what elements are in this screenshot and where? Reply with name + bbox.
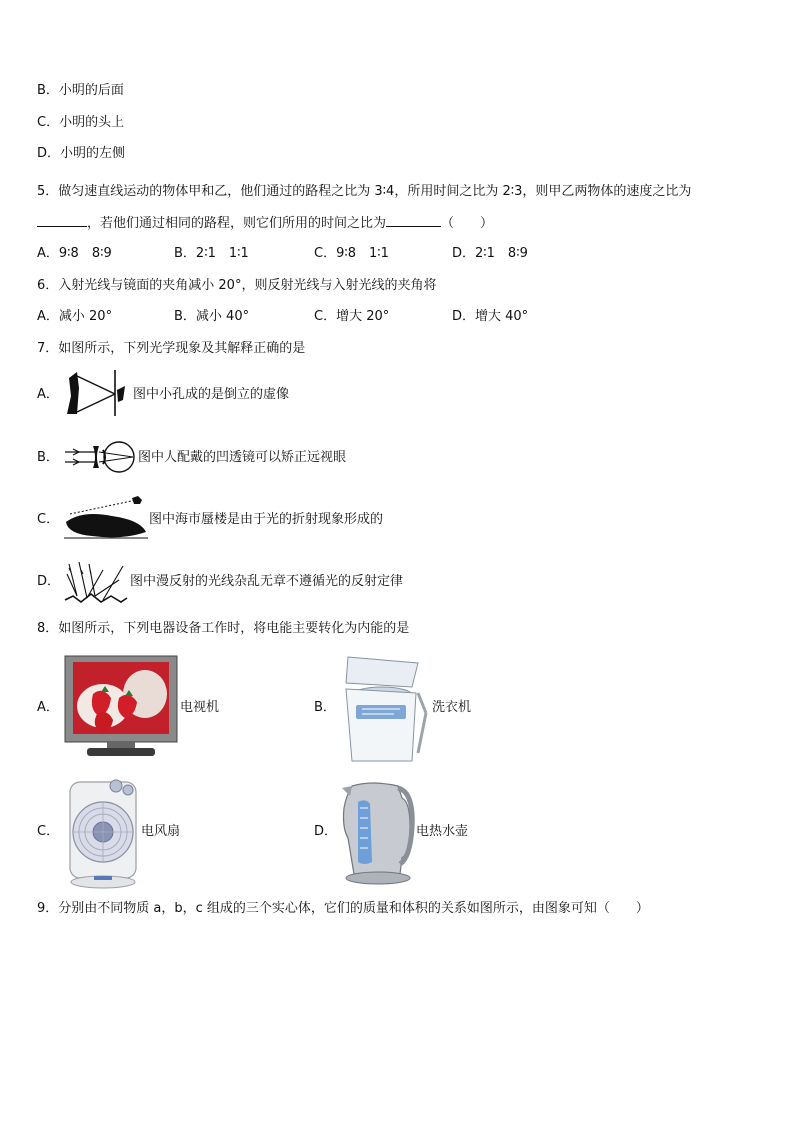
pinhole-camera-figure [63, 368, 131, 418]
q7-option-a-text: 图中小孔成的是倒立的虚像 [133, 387, 290, 402]
q6-option-d: D．增大 40° [452, 309, 529, 324]
answer-blank [37, 214, 87, 227]
q5-stem-line1: 5．做匀速直线运动的物体甲和乙，他们通过的路程之比为 3∶4，所用时间之比为 2∶3，则甲乙两物体的速度之比为 [37, 184, 692, 199]
q5-option-d: D．2∶1 8∶9 [452, 246, 528, 261]
answer-blank [386, 214, 441, 227]
q4-option-d: D．小明的左侧 [37, 146, 126, 161]
diffuse-reflection-figure [63, 560, 129, 606]
electric-fan-image [66, 776, 140, 890]
q9-stem: 9．分别由不同物质 a，b，c 组成的三个实心体，它们的质量和体积的关系如图所示，由图象可知（ ） [37, 901, 649, 916]
q5-option-c: C．9∶8 1∶1 [314, 246, 389, 261]
q8-option-a-letter: A． [37, 700, 59, 715]
q6-option-b: B．减小 40° [174, 309, 250, 324]
q7-option-b-text: 图中人配戴的凹透镜可以矫正远视眼 [138, 450, 347, 465]
q7-option-c-letter: C． [37, 512, 60, 527]
q6-stem: 6．入射光线与镜面的夹角减小 20°，则反射光线与入射光线的夹角将 [37, 278, 437, 293]
electric-kettle-image [340, 778, 416, 888]
q8-option-b-text: 洗衣机 [432, 700, 472, 715]
q5-option-a: A．9∶8 8∶9 [37, 246, 112, 261]
mirage-figure [62, 494, 148, 544]
q8-option-c-letter: C． [37, 824, 60, 839]
television-image [63, 654, 179, 760]
q7-option-b-letter: B． [37, 450, 59, 465]
q8-option-c-text: 电风扇 [141, 824, 181, 839]
q5-option-b: B．2∶1 1∶1 [174, 246, 249, 261]
q7-option-d-text: 图中漫反射的光线杂乱无章不遵循光的反射定律 [130, 574, 404, 589]
q4-option-b: B．小明的后面 [37, 83, 124, 98]
q6-option-a: A．减小 20° [37, 309, 113, 324]
q4-option-c: C．小明的头上 [37, 115, 125, 130]
eye-lens-figure [63, 440, 137, 476]
q8-option-a-text: 电视机 [180, 700, 220, 715]
q8-option-b-letter: B． [314, 700, 336, 715]
q7-option-a-letter: A． [37, 387, 59, 402]
q7-stem: 7．如图所示，下列光学现象及其解释正确的是 [37, 341, 306, 356]
q6-option-c: C．增大 20° [314, 309, 390, 324]
q7-option-d-letter: D． [37, 574, 61, 589]
q8-option-d-letter: D． [314, 824, 338, 839]
washing-machine-image [338, 653, 430, 765]
q5-stem-end: （ ） [441, 216, 494, 231]
q8-stem: 8．如图所示，下列电器设备工作时，将电能主要转化为内能的是 [37, 621, 410, 636]
q5-stem-line2 [37, 214, 493, 233]
q7-option-c-text: 图中海市蜃楼是由于光的折射现象形成的 [149, 512, 384, 527]
q8-option-d-text: 电热水壶 [416, 824, 469, 839]
q5-stem-middle: ，若他们通过相同的路程，则它们所用的时间之比为 [87, 216, 387, 231]
